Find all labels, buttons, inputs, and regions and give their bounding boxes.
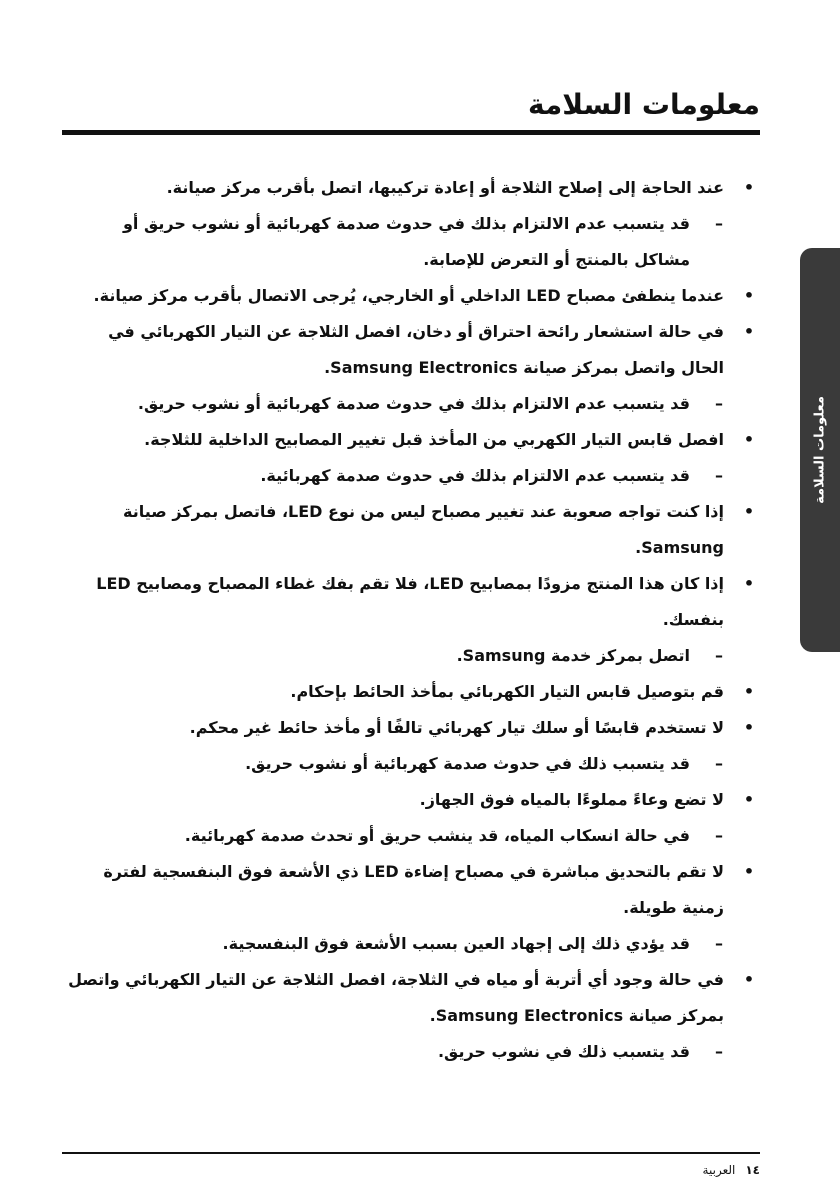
item-text: إذا كنت تواجه صعوبة عند تغيير مصباح ليس من نوع LED، فاتصل بمركز صيانة Samsung. — [123, 502, 724, 557]
sub-item — [66, 458, 760, 494]
dash-icon: – — [715, 466, 723, 485]
bullet-icon: • — [743, 790, 755, 809]
item-text: قد يؤدي ذلك إلى إجهاد العين بسبب الأشعة فوق البنفسجية. — [222, 934, 690, 953]
item-text: قد يتسبب ذلك في حدوث صدمة كهربائية أو نشوب حريق. — [245, 754, 690, 773]
bullet-item — [66, 170, 760, 206]
bullet-item — [66, 782, 760, 818]
bullet-item — [66, 566, 760, 638]
item-text: عند الحاجة إلى إصلاح الثلاجة أو إعادة تركيبها، اتصل بأقرب مركز صيانة. — [166, 178, 724, 197]
item-text: لا تستخدم قابسًا أو سلك تيار كهربائي تالفًا أو مأخذ حائط غير محكم. — [189, 718, 724, 737]
page-title: معلومات السلامة — [527, 88, 760, 121]
item-text: في حالة استشعار رائحة احتراق أو دخان، افصل الثلاجة عن التيار الكهربائي في الحال واتصل بمركز صيانة Samsung Electronics. — [108, 322, 724, 377]
sub-item — [66, 386, 760, 422]
title-divider — [62, 130, 760, 135]
item-text: إذا كان هذا المنتج مزودًا بمصابيح LED، فلا تقم بفك غطاء المصباح ومصابيح LED بنفسك. — [96, 574, 724, 629]
bullet-item — [66, 854, 760, 926]
item-text: قد يتسبب عدم الالتزام بذلك في حدوث صدمة كهربائية. — [260, 466, 690, 485]
bullet-icon: • — [743, 718, 755, 737]
item-text: قد يتسبب عدم الالتزام بذلك في حدوث صدمة كهربائية أو نشوب حريق أو مشاكل بالمنتج أو التعرض للإصابة. — [122, 214, 690, 269]
sub-item — [66, 638, 760, 674]
bullet-item — [66, 422, 760, 458]
dash-icon: – — [715, 1042, 723, 1061]
footer-language: العربية — [702, 1163, 736, 1177]
bullet-item — [66, 710, 760, 746]
item-text: في حالة انسكاب المياه، قد ينشب حريق أو تحدث صدمة كهربائية. — [184, 826, 690, 845]
item-text: افصل قابس التيار الكهربي من المأخذ قبل تغيير المصابيح الداخلية للثلاجة. — [144, 430, 724, 449]
footer-divider — [62, 1152, 760, 1154]
page-number: ١٤ — [745, 1163, 760, 1177]
item-text: لا تقم بالتحديق مباشرة في مصباح إضاءة LED ذي الأشعة فوق البنفسجية لفترة زمنية طويلة. — [103, 862, 724, 917]
bullet-icon: • — [743, 502, 755, 521]
sub-item — [66, 206, 760, 278]
safety-list — [66, 170, 760, 1070]
bullet-icon: • — [743, 322, 755, 341]
sub-item — [66, 746, 760, 782]
section-side-tab — [800, 248, 840, 652]
item-text: عندما ينطفئ مصباح LED الداخلي أو الخارجي، يُرجى الاتصال بأقرب مركز صيانة. — [93, 286, 724, 305]
dash-icon: – — [715, 646, 723, 665]
item-text: في حالة وجود أي أتربة أو مياه في الثلاجة، افصل الثلاجة عن التيار الكهربائي واتصل بمركز صيانة Samsung Electronics. — [68, 970, 724, 1025]
dash-icon: – — [715, 934, 723, 953]
bullet-item — [66, 962, 760, 1034]
bullet-icon: • — [743, 862, 755, 881]
sub-item — [66, 818, 760, 854]
safety-content — [66, 170, 760, 1070]
item-text: قد يتسبب ذلك في نشوب حريق. — [437, 1042, 690, 1061]
dash-icon: – — [715, 826, 723, 845]
bullet-icon: • — [743, 970, 755, 989]
page-footer — [703, 1163, 760, 1177]
sub-item — [66, 926, 760, 962]
side-tab-label: معلومات السلامة — [812, 396, 828, 504]
bullet-icon: • — [743, 430, 755, 449]
item-text: اتصل بمركز خدمة Samsung. — [456, 646, 690, 665]
item-text: لا تضع وعاءً مملوءًا بالمياه فوق الجهاز. — [419, 790, 724, 809]
bullet-icon: • — [743, 178, 755, 197]
dash-icon: – — [715, 214, 723, 233]
sub-item — [66, 1034, 760, 1070]
bullet-item — [66, 494, 760, 566]
bullet-icon: • — [743, 286, 755, 305]
bullet-item — [66, 278, 760, 314]
bullet-icon: • — [743, 574, 755, 593]
dash-icon: – — [715, 754, 723, 773]
dash-icon: – — [715, 394, 723, 413]
bullet-item — [66, 314, 760, 386]
bullet-item — [66, 674, 760, 710]
item-text: قد يتسبب عدم الالتزام بذلك في حدوث صدمة كهربائية أو نشوب حريق. — [137, 394, 690, 413]
bullet-icon: • — [743, 682, 755, 701]
item-text: قم بتوصيل قابس التيار الكهربائي بمأخذ الحائط بإحكام. — [290, 682, 724, 701]
